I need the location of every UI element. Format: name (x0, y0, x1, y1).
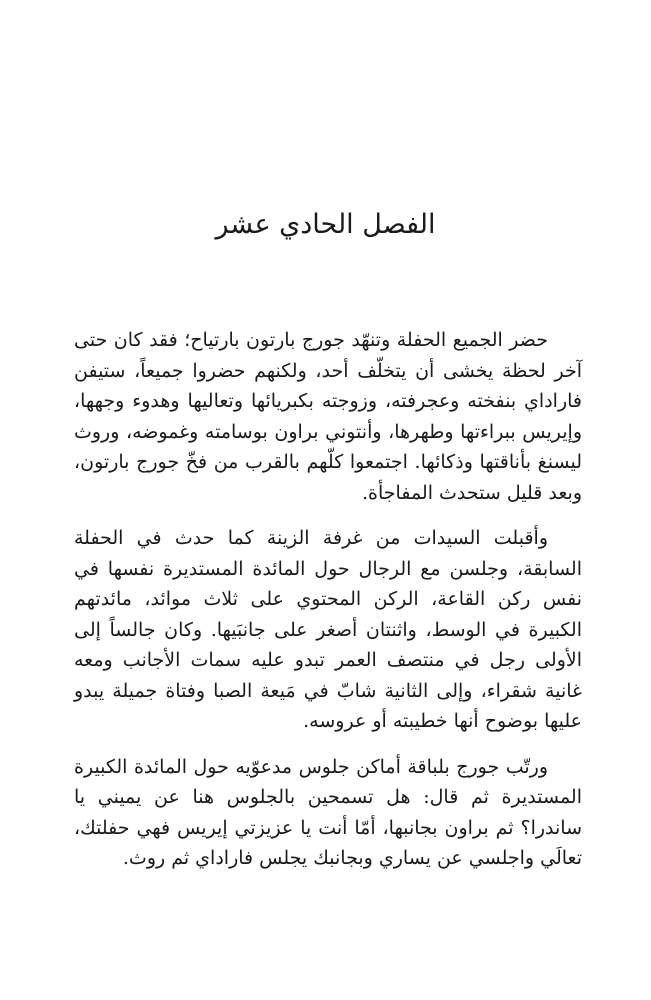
paragraph-3: ورتّب جورج بلباقة أماكن جلوس مدعوّيه حول المائدة الكبيرة المستديرة ثم قال: هل تسمحين بالجلوس هنا عن يميني يا ساندرا؟ ثم براون بجانبها، أمّا أنت يا عزيزتي إيريس فهي حفلتك، تعالَي واجلسي عن يساري وبجانبك يجلس فاراداي ثم روث. (74, 755, 582, 869)
paragraph-1: حضر الجميع الحفلة وتنهّد جورج بارتون بارتياح؛ فقد كان حتى آخر لحظة يخشى أن يتخلّف أحد، ولكنهم حضروا جميعاً، ستيفن فاراداي بنفخته وعجرفته، وزوجته بكبريائها وتعاليها وهدوء وجهها، وإيريس ببراءتها وطهرها، وأنتوني براون بوسامته وغموضه، وروث ليسنغ بأناقتها وذكائها. اجتمعوا كلّهم بالقرب من فخّ جورج بارتون، وبعد قليل ستحدث المفاجأة. (74, 329, 582, 504)
chapter-body (74, 325, 582, 874)
chapter-title: الفصل الحادي عشر (215, 209, 436, 240)
paragraph-2: وأقبلت السيدات من غرفة الزينة كما حدث في الحفلة السابقة، وجلسن مع الرجال حول المائدة المستديرة نفسها في نفس ركن القاعة، الركن المحتوي على ثلاث موائد، مائدتهم الكبيرة في الوسط، واثنتان أصغر على جانبَيها. وكان جالساً إلى الأولى رجل في منتصف العمر تبدو عليه سمات الأجانب ومعه غانية شقراء، وإلى الثانية شابّ في مَيعة الصبا وفتاة جميلة يبدو عليها بوضوح أنها خطيبته أو عروسه. (74, 527, 582, 732)
